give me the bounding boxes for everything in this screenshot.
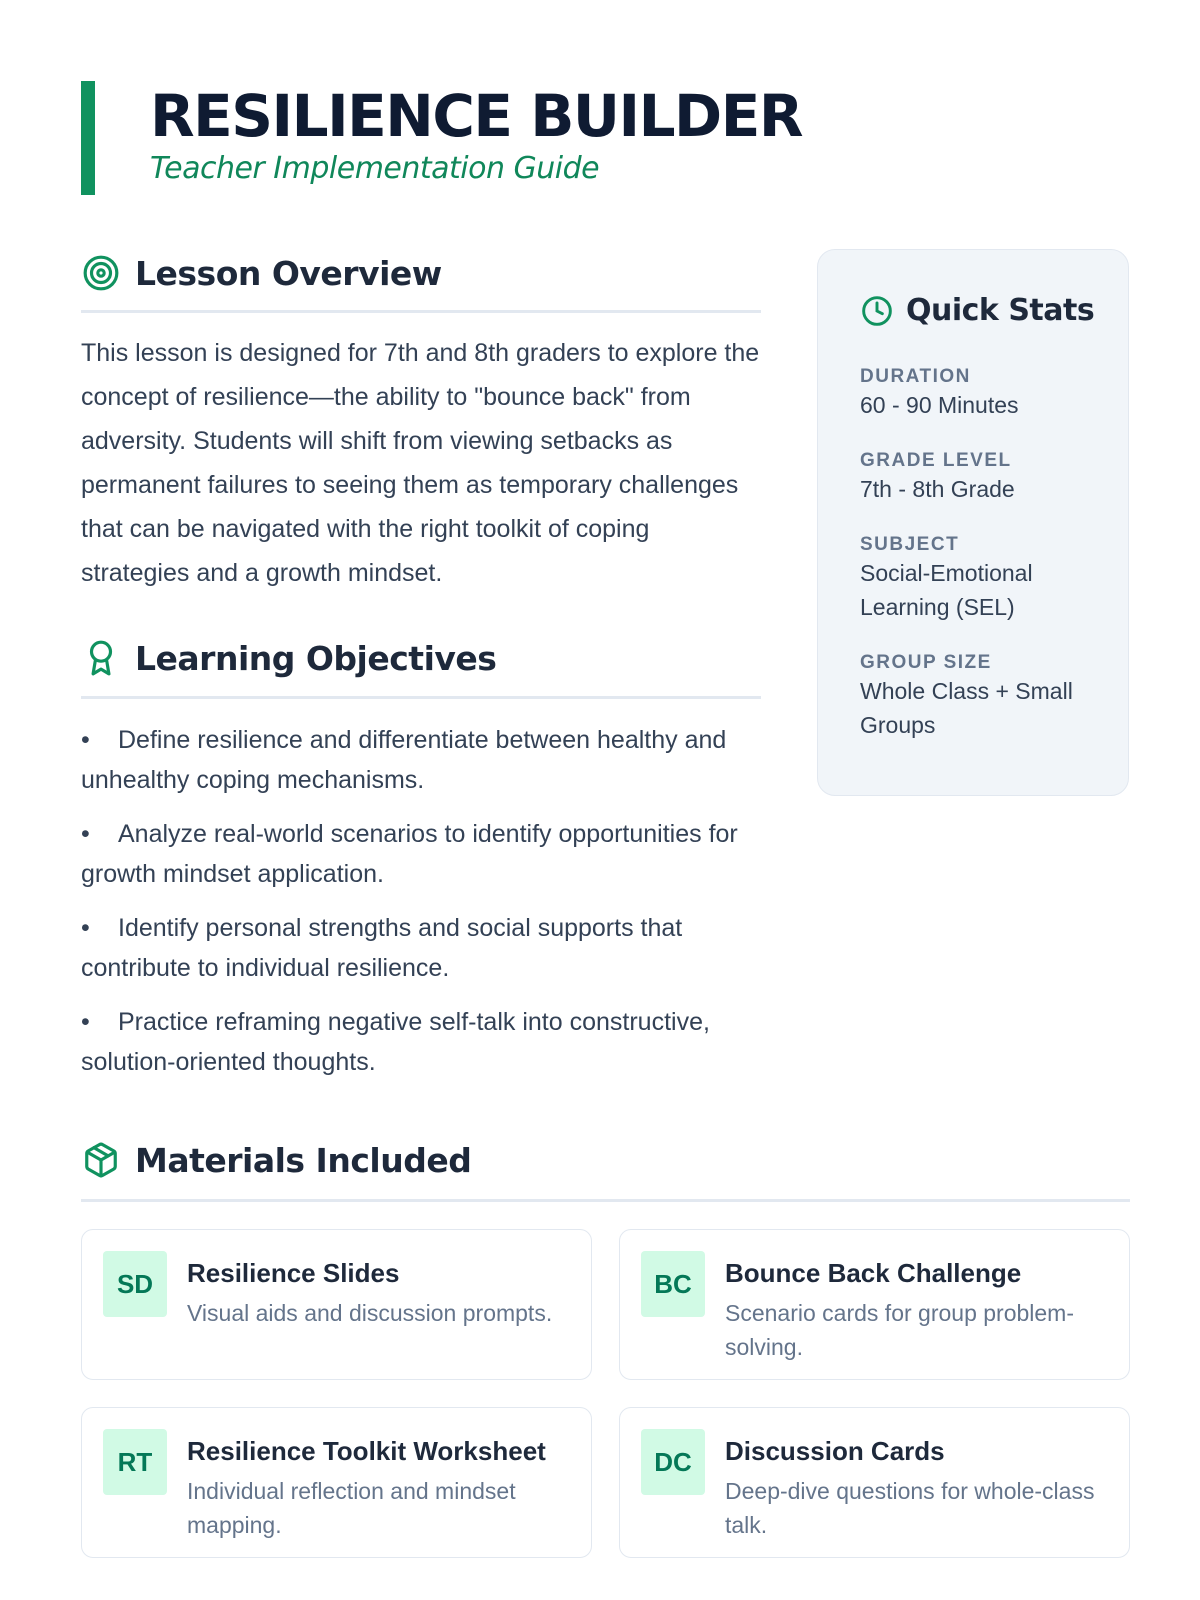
- material-desc: Deep-dive questions for whole-class talk.: [725, 1478, 1095, 1538]
- material-desc: Visual aids and discussion prompts.: [187, 1300, 553, 1326]
- material-badge: DC: [641, 1429, 705, 1495]
- quick-stats-heading: [860, 293, 1128, 328]
- material-badge: SD: [103, 1251, 167, 1317]
- material-card-discussion: [619, 1407, 1130, 1558]
- list-item: • Define resilience and differentiate between healthy and unhealthy coping mechanisms.: [81, 726, 727, 794]
- stat-duration: [860, 366, 1128, 422]
- overview-divider: [81, 310, 761, 313]
- objective-text: Define resilience and differentiate between healthy and unhealthy coping mechanisms.: [81, 726, 727, 794]
- objectives-heading-text: Learning Objectives: [135, 638, 497, 678]
- objective-text: Identify personal strengths and social supports that contribute to individual resilience.: [81, 914, 683, 982]
- list-item: • Identify personal strengths and social supports that contribute to individual resilience.: [81, 914, 683, 982]
- quick-stats-panel: [817, 249, 1129, 796]
- overview-heading: [81, 253, 442, 293]
- clock-icon: [860, 294, 894, 328]
- material-title: Resilience Toolkit Worksheet: [187, 1436, 546, 1466]
- stat-label: GRADE LEVEL: [860, 450, 1012, 471]
- material-card-toolkit: [81, 1407, 592, 1558]
- overview-heading-text: Lesson Overview: [135, 253, 442, 293]
- list-item: • Analyze real-world scenarios to identify opportunities for growth mindset application.: [81, 820, 738, 888]
- stat-value: 7th - 8th Grade: [860, 476, 1015, 502]
- stat-label: SUBJECT: [860, 534, 960, 555]
- objectives-heading: [81, 638, 496, 678]
- material-badge: RT: [103, 1429, 167, 1495]
- stat-value: Social-Emotional Learning (SEL): [860, 560, 1033, 620]
- overview-text: This lesson is designed for 7th and 8th graders to explore the concept of resilience—the ability to "bounce back" from adversity. Students will shift from viewing setbacks as permanent failures to seeing them as temporary challenges that can be navigated with the right toolkit of coping strategies and a growth mindset.: [81, 339, 760, 587]
- stat-value: Whole Class + Small Groups: [860, 678, 1073, 738]
- objective-text: Practice reframing negative self-talk into constructive, solution-oriented thoughts.: [81, 1008, 710, 1076]
- material-desc: Scenario cards for group problem-solving.: [725, 1300, 1074, 1360]
- document-subtitle: Teacher Implementation Guide: [150, 151, 600, 186]
- material-card-bounce-back: [619, 1229, 1130, 1380]
- material-title: Bounce Back Challenge: [725, 1258, 1022, 1288]
- document-header: [81, 81, 802, 195]
- list-item: • Practice reframing negative self-talk into constructive, solution-oriented thoughts.: [81, 1008, 710, 1076]
- material-title: Discussion Cards: [725, 1436, 945, 1466]
- stat-label: DURATION: [860, 366, 971, 387]
- stat-label: GROUP SIZE: [860, 652, 992, 673]
- stat-group-size: [860, 652, 1128, 742]
- material-badge: BC: [641, 1251, 705, 1317]
- stat-value: 60 - 90 Minutes: [860, 392, 1019, 418]
- material-desc: Individual reflection and mindset mapping.: [187, 1478, 516, 1538]
- quick-stats-heading-text: Quick Stats: [906, 293, 1095, 328]
- award-icon: [81, 638, 121, 678]
- materials-heading: [81, 1140, 471, 1180]
- objectives-divider: [81, 696, 761, 699]
- target-icon: [81, 253, 121, 293]
- material-card-slides: [81, 1229, 592, 1380]
- materials-divider: [81, 1199, 1130, 1202]
- materials-heading-text: Materials Included: [135, 1140, 472, 1180]
- document-title: RESILIENCE BUILDER: [150, 82, 802, 150]
- objectives-list: [81, 720, 761, 1096]
- objective-text: Analyze real-world scenarios to identify opportunities for growth mindset application.: [81, 820, 738, 888]
- package-icon: [81, 1140, 121, 1180]
- material-title: Resilience Slides: [187, 1258, 400, 1288]
- stat-subject: [860, 534, 1128, 624]
- stat-grade-level: [860, 450, 1128, 506]
